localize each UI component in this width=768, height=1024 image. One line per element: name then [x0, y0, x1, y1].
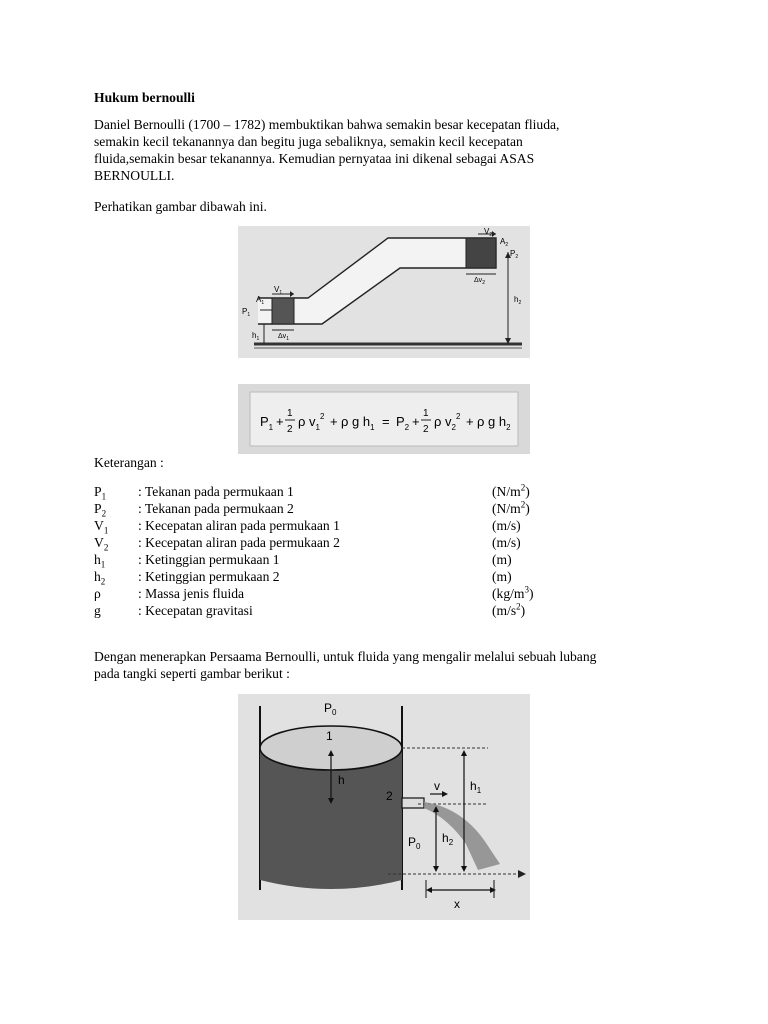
intro-line: semakin kecil tekanannya dan begitu juga sebaliknya, semakin kecil kecepatan: [94, 134, 523, 149]
keterangan-label: Keterangan :: [94, 455, 164, 470]
definition-description: : Ketinggian permukaan 1: [138, 552, 280, 567]
definition-unit: $(N/m^2)$: [492, 499, 530, 516]
definition-unit: (m): [492, 569, 512, 584]
intro-line: fluida,semakin besar tekanannya. Kemudian pernyataa ini dikenal sebagai ASAS: [94, 151, 535, 166]
eq-plus-3: +: [412, 414, 420, 429]
definition-description: : Tekanan pada permukaan 1: [138, 484, 294, 499]
intro-line: BERNOULLI.: [94, 168, 175, 183]
eq-p1: $P_1$: [260, 414, 274, 432]
eq-rho-v1: ρ $v_1^2$: [298, 412, 325, 432]
document-title: Hukum bernoulli: [94, 90, 195, 105]
eq-plus-1: +: [276, 414, 284, 429]
bernoulli-equation: [238, 384, 530, 454]
definition-symbol: $h_2$: [94, 569, 106, 587]
label-dv2: $\Delta v_2$: [474, 277, 485, 286]
label-a1: $A_1$: [256, 295, 265, 306]
tank-label-v: v: [434, 779, 440, 793]
tank-label-h1: $h_1$: [470, 779, 482, 795]
definition-symbol: $V_2$: [94, 535, 109, 553]
tank-label-p0-side: $P_0$: [408, 835, 421, 851]
tank-label-1: 1: [326, 729, 333, 743]
definition-unit: (m/s): [492, 535, 521, 550]
label-a2: $A_2$: [500, 237, 509, 248]
eq-rho-v2: ρ $v_2^2$: [434, 412, 461, 432]
figure-intro-text: Perhatikan gambar dibawah ini.: [94, 199, 267, 214]
definition-unit: (m): [492, 552, 512, 567]
tank-label-h: h: [338, 773, 345, 787]
eq-plus-4: +: [466, 414, 474, 429]
intro-paragraph: [94, 116, 634, 184]
eq-half-num-2: 1: [423, 408, 429, 419]
definition-description: : Kecepatan gravitasi: [138, 603, 253, 618]
pipe-diagram: [238, 226, 530, 358]
definition-unit: $(N/m^2)$: [492, 482, 530, 499]
eq-plus-2: +: [330, 414, 338, 429]
label-dv1: $\Delta v_1$: [278, 333, 289, 342]
definition-symbol: $P_1$: [94, 484, 107, 502]
definition-description: : Ketinggian permukaan 2: [138, 569, 280, 584]
bernoulli-equation-svg: [238, 384, 530, 454]
pipe-diagram-svg: [238, 226, 530, 358]
tank-label-x: x: [454, 897, 460, 911]
definition-description: : Kecepatan aliran pada permukaan 2: [138, 535, 340, 550]
eq-equals: =: [382, 414, 390, 429]
definition-description: : Kecepatan aliran pada permukaan 1: [138, 518, 340, 533]
intro-line: Daniel Bernoulli (1700 – 1782) membuktikan bahwa semakin besar kecepatan fliuda,: [94, 117, 560, 132]
definition-symbol: $h_1$: [94, 552, 106, 570]
definition-description: : Tekanan pada permukaan 2: [138, 501, 294, 516]
tank-label-2: 2: [386, 789, 393, 803]
definition-unit: $(m/s^2)$: [492, 601, 526, 618]
closing-paragraph: [94, 648, 714, 682]
label-p1: $P_1$: [242, 307, 251, 318]
definition-description: : Massa jenis fluida: [138, 586, 245, 601]
label-h1: $h_1$: [252, 331, 260, 342]
closing-line: pada tangki seperti gambar berikut :: [94, 666, 290, 681]
definition-unit: $(kg/m^3)$: [492, 584, 534, 601]
tank-diagram-svg: [238, 694, 530, 920]
label-v1: $V_1$: [274, 285, 283, 296]
tank-diagram: [238, 694, 530, 920]
label-h2: $h_2$: [514, 295, 522, 306]
definition-symbol: g: [94, 603, 101, 618]
definition-symbol: ρ: [94, 586, 101, 601]
definition-symbol: $V_1$: [94, 518, 109, 536]
definition-unit: (m/s): [492, 518, 521, 533]
eq-p2: $P_2$: [396, 414, 410, 432]
eq-rgh2: ρ g $h_2$: [477, 414, 511, 432]
eq-half-num-1: 1: [287, 408, 293, 419]
eq-rgh1: ρ g $h_1$: [341, 414, 375, 432]
label-v2: $V_2$: [484, 227, 493, 238]
tank-label-h2: $h_2$: [442, 831, 454, 847]
eq-half-den-2: 2: [423, 424, 429, 435]
closing-line: Dengan menerapkan Persaama Bernoulli, untuk fluida yang mengalir melalui sebuah lubang: [94, 649, 597, 664]
definition-symbol: $P_2$: [94, 501, 107, 519]
tank-label-p0-top: $P_0$: [324, 701, 337, 717]
label-p2: $P_2$: [510, 249, 519, 260]
eq-half-den-1: 2: [287, 424, 293, 435]
